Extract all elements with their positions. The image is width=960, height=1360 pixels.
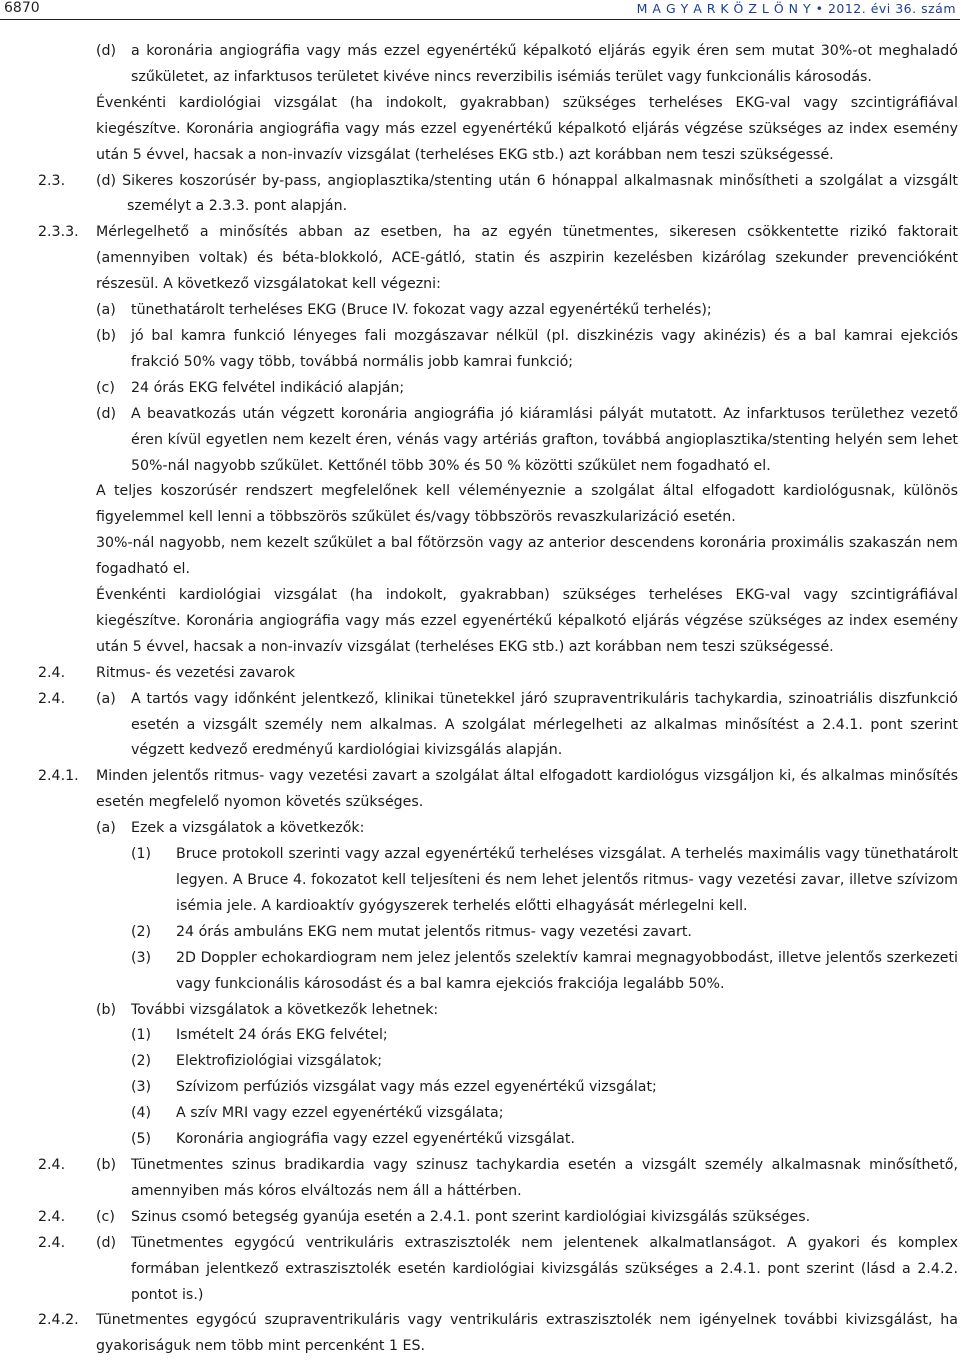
item-text: 2D Doppler echokardiogram nem jelez jelentős szelektív kamrai megnagyobbodást, illetve jelentős szerkezeti vagy funkcionális károsodást és a bal kamra ejekciós frakciója legalább 50%.: [176, 949, 958, 992]
sub-list-item: [0, 1023, 960, 1049]
item-text: Tünetmentes szinus bradikardia vagy szinusz tachykardia esetén a vizsgált személy alkalmasnak minősíthető, amennyiben más kóros elváltozás nem áll a háttérben.: [131, 1156, 958, 1199]
list-item-body: [96, 376, 958, 402]
item-label: (2): [131, 923, 152, 940]
item-label: (3): [131, 1079, 152, 1096]
item-label: (3): [131, 949, 152, 966]
item-text: A beavatkozás után végzett koronária angiográfia jó kiáramlási pályát mutatott. Az infarktusos területhez vezető éren kívül egyetlen nem kezelt éren, vénás vagy artériás grafton, továbbá angioplasztika/stenting helyén sem lehet 50%-nál nagyobb szűkület. Kettőnél több 30% és 50 % közötti szűkület nem fogadható el.: [131, 405, 958, 474]
list-item: [0, 376, 960, 402]
section-2-4-c: [0, 1205, 960, 1231]
sub-item-body: [131, 1023, 958, 1049]
item-text: Szívizom perfúziós vizsgálat vagy más ezzel egyenértékű vizsgálat;: [176, 1079, 657, 1096]
paragraph-text: Minden jelentős ritmus- vagy vezetési zavart a szolgálat által elfogadott kardiológus vizsgáljon ki, és alkalmas minősítés esetén megfelelő nyomon követés szükséges.: [96, 768, 958, 811]
item-label: (a): [96, 690, 116, 707]
sub-item-body: [131, 1049, 958, 1075]
item-label: (d): [96, 43, 117, 59]
item-text: a koronária angiográfia vagy más ezzel egyenértékű képalkotó eljárás egyik éren sem mutat 30%-ot meghaladó szűkületet, az infarktusos területet kivéve nincs reverzibilis isémiás terület vagy funkcionális károsodás.: [131, 43, 958, 85]
section-number: 2.4.: [38, 1156, 66, 1173]
paragraph: [0, 91, 960, 169]
section-number: 2.3.: [38, 172, 66, 189]
section-number: 2.4.2.: [38, 1312, 79, 1329]
section-number: 2.4.: [38, 664, 66, 681]
page-number: 6870: [4, 0, 40, 16]
sub-item-body: [131, 920, 958, 946]
item-label: (c): [96, 379, 115, 396]
section-2-4-b: [0, 1153, 960, 1205]
item-text: Ismételt 24 órás EKG felvétel;: [176, 1027, 388, 1044]
item-label: (5): [131, 1131, 152, 1148]
paragraph-text: Évenkénti kardiológiai vizsgálat (ha indokolt, gyakrabban) szükséges terheléses EKG-val vagy szcintigráfiával kiegészítve. Koronária angiográfia vagy más ezzel egyenértékű képalkotó eljárás végzése szükséges az index esemény után 5 évvel, hacsak a non-invazív vizsgálat (terheléses EKG stb.) azt korábban nem teszi szükségessé.: [96, 94, 958, 163]
item-text: jó bal kamra funkció lényeges fali mozgászavar nélkül (pl. diszkinézis vagy akinézis) és a bal kamrai ejekciós frakció 50% vagy több, továbbá normális jobb kamrai funkció;: [131, 327, 958, 370]
list-item-body: [96, 298, 958, 324]
sub-list-item: [0, 1049, 960, 1075]
item-label: (a): [96, 820, 116, 837]
journal-title: M A G Y A R K Ö Z L Ö N Y • 2012. évi 36. szám: [636, 1, 956, 16]
item-label: (d): [96, 405, 117, 422]
list-item: [0, 298, 960, 324]
sub-list-item: [0, 946, 960, 998]
sub-list-item: [0, 842, 960, 920]
item-label: (b): [96, 1001, 117, 1018]
item-label: (2): [131, 1053, 152, 1070]
item-text: A szív MRI vagy ezzel egyenértékű vizsgálata;: [176, 1105, 504, 1122]
item-label: (1): [131, 846, 152, 863]
paragraph-text: Tünetmentes egygócú szupraventrikuláris vagy ventrikuláris extraszisztolék nem igényelnek további kivizsgálást, ha gyakoriságuk nem több mint percenként 1 ES.: [96, 1312, 958, 1355]
list-item: [0, 402, 960, 480]
paragraph: [0, 479, 960, 531]
sub-item-body: [131, 1127, 958, 1153]
sub-item-body: [131, 946, 958, 998]
item-text: Tünetmentes egygócú ventrikuláris extraszisztolék nem jelentenek alkalmatlanságot. A gyakori és komplex formában jelentkező extraszisztolék esetén kardiológiai kivizsgálás szükséges a 2.4.1. pont szerint (lásd a 2.4.2. pontot is.): [131, 1234, 958, 1303]
list-item-body: [96, 816, 958, 842]
item-text: Koronária angiográfia vagy ezzel egyenértékű vizsgálat.: [176, 1131, 575, 1148]
item-label: (1): [131, 1027, 152, 1044]
section-number: 2.4.: [38, 1208, 66, 1225]
item-text: Ezek a vizsgálatok a következők:: [131, 820, 365, 837]
paragraph: [0, 39, 960, 91]
sub-list-item: [0, 920, 960, 946]
item-text: További vizsgálatok a következők lehetnek:: [131, 1001, 439, 1018]
sub-list-item: [0, 1127, 960, 1153]
sub-item-body: [131, 1075, 958, 1101]
document-body: [0, 39, 960, 1360]
section-2-4-heading: [0, 661, 960, 687]
item-text: tünethatárolt terheléses EKG (Bruce IV. fokozat vagy azzal egyenértékű terhelés);: [131, 302, 712, 319]
section-2-4-2: [0, 1308, 960, 1360]
item-text: Elektrofiziológiai vizsgálatok;: [176, 1053, 383, 1070]
list-item-body: [96, 402, 958, 480]
paragraph-text: (d) Sikeres koszorúsér by-pass, angioplasztika/stenting után 6 hónappal alkalmasnak minősítheti a szolgálat a vizsgált személyt a 2.3.3. pont alapján.: [96, 172, 958, 215]
item-text: Szinus csomó betegség gyanúja esetén a 2.4.1. pont szerint kardiológiai kivizsgálás szükséges.: [131, 1208, 811, 1225]
sub-item-body: [131, 842, 958, 920]
list-item-body: [96, 1205, 958, 1231]
item-text: 24 órás ambuláns EKG nem mutat jelentős ritmus- vagy vezetési zavart.: [176, 923, 692, 940]
list-item: [0, 998, 960, 1024]
paragraph-text: 30%-nál nagyobb, nem kezelt szűkület a bal főtörzsön vagy az anterior descendens koronária proximális szakaszán nem fogadható el.: [96, 535, 958, 578]
item-label: (c): [96, 1208, 115, 1225]
list-item-body: [96, 1153, 958, 1205]
list-item-body: [96, 687, 958, 765]
paragraph-text: A teljes koszorúsér rendszert megfelelőnek kell véleményeznie a szolgálat által elfogadott kardiológusnak, különös figyelemmel kell lenni a többszörös szűkület és/vagy többszörös revaszkularizáció esetén.: [96, 483, 958, 526]
section-2-3: [0, 169, 960, 221]
section-number: 2.3.3.: [38, 224, 79, 241]
section-2-4-1: [0, 764, 960, 816]
item-text: 24 órás EKG felvétel indikáció alapján;: [131, 379, 405, 396]
section-2-4-a: [0, 687, 960, 765]
header-rule: [0, 19, 960, 20]
item-label: (b): [96, 1156, 117, 1173]
item-label: (4): [131, 1105, 152, 1122]
sub-list-item: [0, 1075, 960, 1101]
section-number: 2.4.: [38, 1234, 66, 1251]
paragraph-text: Mérlegelhető a minősítés abban az esetben, ha az egyén tünetmentes, sikeresen csökkentette rizikó faktorait (amennyiben voltak) és béta-blokkoló, ACE-gátló, statin és aszpirin kezelésben kizárólag szekunder prevencióként részesül. A következő vizsgálatokat kell végezni:: [96, 224, 958, 293]
list-item: [96, 39, 958, 91]
list-item: [0, 324, 960, 376]
section-2-4-d: [0, 1231, 960, 1309]
paragraph-text: Évenkénti kardiológiai vizsgálat (ha indokolt, gyakrabban) szükséges terheléses EKG-val vagy szcintigráfiával kiegészítve. Koronária angiográfia vagy más ezzel egyenértékű képalkotó eljárás végzése szükséges az index esemény után 5 évvel, hacsak a non-invazív vizsgálat (terheléses EKG stb.) azt korábban nem teszi szükségessé.: [96, 587, 958, 655]
section-number: 2.4.1.: [38, 768, 79, 785]
list-item-body: [96, 1231, 958, 1309]
list-item: [0, 816, 960, 842]
item-label: (b): [96, 327, 117, 344]
paragraph: [0, 531, 960, 583]
item-text: A tartós vagy időnként jelentkező, klinikai tünetekkel járó szupraventrikuláris tachykardia, szinoatriális diszfunkció esetén a vizsgált személy nem alkalmas. A szolgálat mérlegelheti az alkalmas minősítést a 2.4.1. pont szerint végzett kedvező eredményű kardiológiai kivizsgálás alapján.: [131, 690, 958, 759]
sub-list-item: [0, 1101, 960, 1127]
sub-item-body: [131, 1101, 958, 1127]
item-text: Bruce protokoll szerinti vagy azzal egyenértékű terheléses vizsgálat. A terhelés maximális vagy tünethatárolt legyen. A Bruce 4. fokozatot kell teljesíteni és nem lehet jelentős ritmus- vagy vezetési zavar, illetve szívizom isémia jele. A kardioaktív gyógyszerek terhelés előtti elhagyását mérlegelni kell.: [176, 846, 958, 914]
paragraph: [0, 583, 960, 661]
section-2-3-3: [0, 220, 960, 298]
list-item-body: [96, 324, 958, 376]
item-label: (a): [96, 302, 116, 319]
page-header: [0, 0, 960, 20]
section-heading: Ritmus- és vezetési zavarok: [96, 664, 295, 681]
item-label: (d): [96, 1234, 117, 1251]
list-item-body: [96, 998, 958, 1024]
section-number: 2.4.: [38, 690, 66, 707]
